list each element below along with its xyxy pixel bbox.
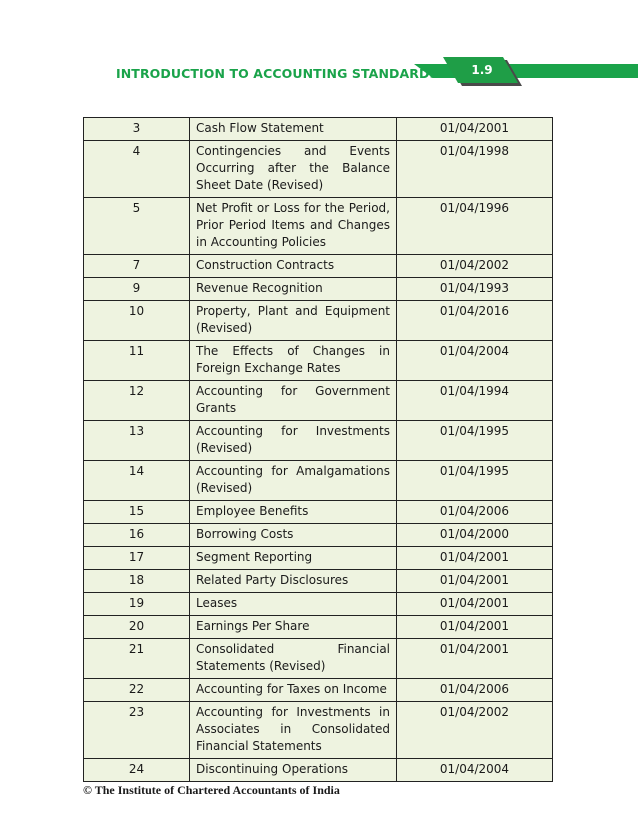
effective-date-cell: 01/04/1996 [397,198,553,255]
standard-number-cell: 11 [84,341,190,381]
effective-date-cell: 01/04/1998 [397,141,553,198]
standard-title-cell: The Effects of Changes in Foreign Exchange Rates [190,341,397,381]
standard-title-cell: Property, Plant and Equipment (Revised) [190,301,397,341]
standard-number-cell: 10 [84,301,190,341]
table-row [84,255,553,278]
effective-date-cell: 01/04/2001 [397,570,553,593]
standard-number-cell: 5 [84,198,190,255]
table-row [84,301,553,341]
table-row [84,381,553,421]
table-body [84,118,553,782]
effective-date-cell: 01/04/1995 [397,421,553,461]
standard-number-cell: 12 [84,381,190,421]
table-row [84,118,553,141]
standard-title-cell: Revenue Recognition [190,278,397,301]
standard-number-cell: 21 [84,639,190,679]
standard-title-cell: Borrowing Costs [190,524,397,547]
effective-date-cell: 01/04/2000 [397,524,553,547]
standard-number-cell: 16 [84,524,190,547]
standard-title-cell: Consolidated Financial Statements (Revised) [190,639,397,679]
standard-number-cell: 17 [84,547,190,570]
table-row [84,679,553,702]
table-row [84,702,553,759]
standard-title-cell: Leases [190,593,397,616]
standard-number-cell: 9 [84,278,190,301]
effective-date-cell: 01/04/2004 [397,759,553,782]
table-row [84,616,553,639]
effective-date-cell: 01/04/1994 [397,381,553,421]
standard-title-cell: Accounting for Amalgamations (Revised) [190,461,397,501]
table-row [84,278,553,301]
header-banner [0,0,638,100]
standard-title-cell: Cash Flow Statement [190,118,397,141]
effective-date-cell: 01/04/2001 [397,547,553,570]
table-row [84,547,553,570]
effective-date-cell: 01/04/2002 [397,702,553,759]
effective-date-cell: 01/04/2006 [397,679,553,702]
standard-number-cell: 14 [84,461,190,501]
table-row [84,421,553,461]
table-row [84,141,553,198]
standard-number-cell: 22 [84,679,190,702]
table-row [84,570,553,593]
effective-date-cell: 01/04/2002 [397,255,553,278]
standard-number-cell: 4 [84,141,190,198]
standard-title-cell: Related Party Disclosures [190,570,397,593]
effective-date-cell: 01/04/2016 [397,301,553,341]
standard-title-cell: Discontinuing Operations [190,759,397,782]
effective-date-cell: 01/04/2004 [397,341,553,381]
accounting-standards-table [83,117,553,782]
standard-number-cell: 3 [84,118,190,141]
standard-title-cell: Employee Benefits [190,501,397,524]
standard-title-cell: Earnings Per Share [190,616,397,639]
standard-title-cell: Construction Contracts [190,255,397,278]
standard-number-cell: 13 [84,421,190,461]
effective-date-cell: 01/04/1993 [397,278,553,301]
standard-number-cell: 20 [84,616,190,639]
standard-title-cell: Accounting for Investments (Revised) [190,421,397,461]
effective-date-cell: 01/04/1995 [397,461,553,501]
table-row [84,759,553,782]
table-row [84,524,553,547]
effective-date-cell: 01/04/2001 [397,616,553,639]
header-title: INTRODUCTION TO ACCOUNTING STANDARDS [116,66,439,81]
table-row [84,501,553,524]
standard-number-cell: 15 [84,501,190,524]
standard-title-cell: Accounting for Taxes on Income [190,679,397,702]
table-row [84,461,553,501]
standard-title-cell: Segment Reporting [190,547,397,570]
table-row [84,198,553,255]
standard-title-cell: Accounting for Government Grants [190,381,397,421]
standard-number-cell: 24 [84,759,190,782]
effective-date-cell: 01/04/2001 [397,639,553,679]
standard-title-cell: Accounting for Investments in Associates in Consolidated Financial Statements [190,702,397,759]
standard-number-cell: 23 [84,702,190,759]
page-number: 1.9 [471,63,493,77]
table-row [84,593,553,616]
standard-title-cell: Net Profit or Loss for the Period, Prior Period Items and Changes in Accounting Policies [190,198,397,255]
standard-number-cell: 18 [84,570,190,593]
table-row [84,341,553,381]
effective-date-cell: 01/04/2001 [397,593,553,616]
effective-date-cell: 01/04/2001 [397,118,553,141]
footer-copyright: © The Institute of Chartered Accountants of India [83,783,340,797]
table-row [84,639,553,679]
standard-number-cell: 7 [84,255,190,278]
effective-date-cell: 01/04/2006 [397,501,553,524]
standard-number-cell: 19 [84,593,190,616]
standard-title-cell: Contingencies and Events Occurring after the Balance Sheet Date (Revised) [190,141,397,198]
